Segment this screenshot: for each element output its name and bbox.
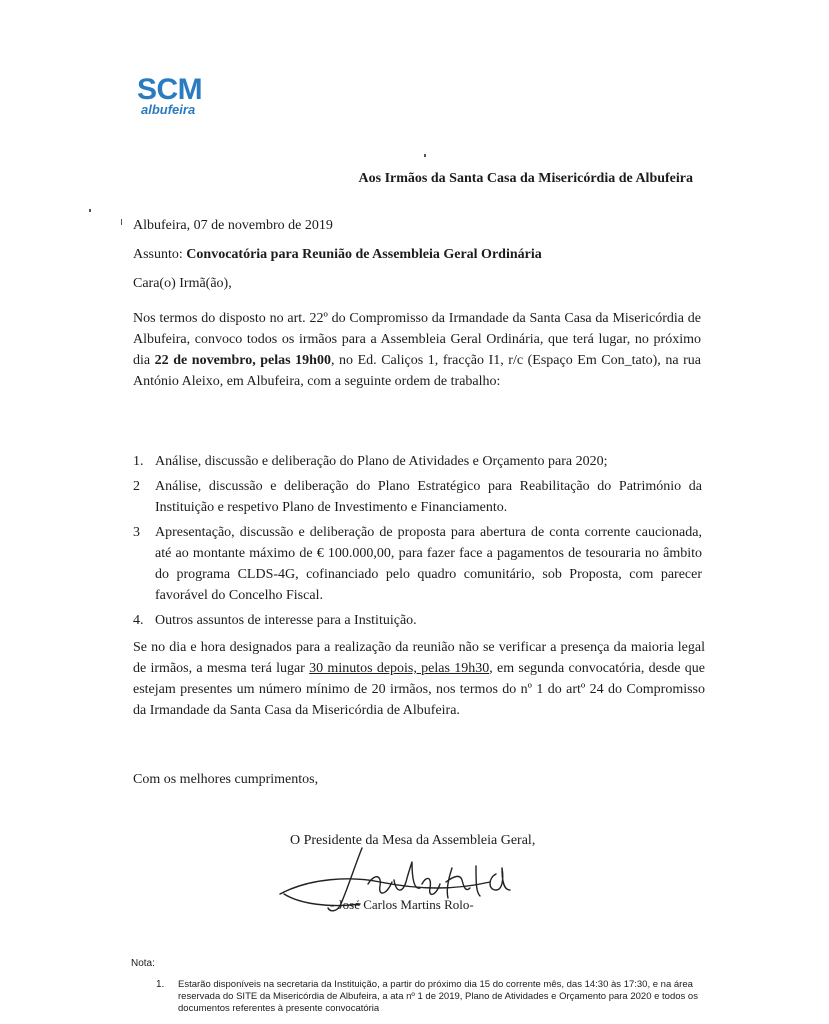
second-call-time: 30 minutos depois, pelas 19h30 [309,661,490,676]
salutation: Cara(o) Irmã(ão), [133,276,232,291]
agenda-item [133,610,702,631]
agenda-item-number: 1. [133,454,144,469]
nota-label: Nota: [131,958,155,969]
logo-main-text: SCM [137,73,203,106]
scan-speck [121,219,122,225]
note-number: 1. [156,979,165,990]
second-call-paragraph [133,637,705,721]
signer-name: - José Carlos Martins Rolo- [330,897,474,912]
subject-prefix: Assunto: [133,247,183,262]
agenda-item-text: Apresentação, discussão e deliberação de proposta para abertura de conta corrente caucionada, até ao montante máximo de € 100.000,00, para fazer face a pagamentos de tesouraria no âmbito do programa CLDS-4G, cofinanciado pelo quadro comunitário, sob Proposta, com parecer favorável do Concelho Fiscal. [155,525,702,603]
condition-text-2: , em segunda convocatória, desde que estejam presentes um número mínimo de 20 irmãos, nos termos do nº 1 do artº 24 do Compromisso da Irmandade da Santa Casa da Misericórdia de Albufeira. [133,661,706,718]
agenda-list [133,451,702,635]
agenda-item-number: 4. [133,613,144,628]
logo-sub-text: albufeira [141,102,196,117]
addressee: Aos Irmãos da Santa Casa da Misericórdia de Albufeira [358,171,693,186]
agenda-item [133,451,702,472]
note-text: Estarão disponíveis na secretaria da Instituição, a partir do próximo dia 15 do corrente mês, das 14:30 às 17:30, e na área reservada do SITE da Misericórdia de Albufeira, a ata nº 1 de 2019, Plano de Atividades e Orçamento para 2020 e todos os documentos referentes à presente convocatória [178,979,698,1014]
scm-logo [137,73,227,117]
intro-paragraph [133,308,701,392]
agenda-item-number: 2 [133,479,140,494]
agenda-item-text: Análise, discussão e deliberação do Plano Estratégico para Reabilitação do Património da Instituição e respetivo Plano de Investimento e Financiamento. [155,479,702,515]
intro-text-2: , no Ed. Caliços 1, fracção I1, r/c (Espaço Em Con_tato), na rua António Aleixo, em Albufeira, com a seguinte ordem de trabalho: [133,353,701,389]
scan-speck [424,154,426,157]
agenda-item-text: Outros assuntos de interesse para a Instituição. [155,613,417,628]
agenda-item-text: Análise, discussão e deliberação do Plano de Atividades e Orçamento para 2020; [155,454,608,469]
president-title: O Presidente da Mesa da Assembleia Geral, [290,833,536,848]
letter-date: Albufeira, 07 de novembro de 2019 [133,218,333,233]
agenda-item [133,522,702,606]
subject-title: Convocatória para Reunião de Assembleia Geral Ordinária [186,247,542,262]
meeting-date: 22 de novembro, pelas 19h00 [154,353,331,368]
agenda-item [133,476,702,518]
agenda-item-number: 3 [133,525,140,540]
subject-line [133,244,542,265]
condition-text-1: Se no dia e hora designados para a realização da reunião não se verificar a presença da maioria legal de irmãos, a mesma terá lugar [133,640,705,676]
intro-text-1: Nos termos do disposto no art. 22º do Compromisso da Irmandade da Santa Casa da Misericórdia de Albufeira, convoco todos os irmãos para a Assembleia Geral Ordinária, que terá lugar, no próximo dia [133,311,701,368]
closing: Com os melhores cumprimentos, [133,772,319,787]
scan-speck [89,209,91,212]
